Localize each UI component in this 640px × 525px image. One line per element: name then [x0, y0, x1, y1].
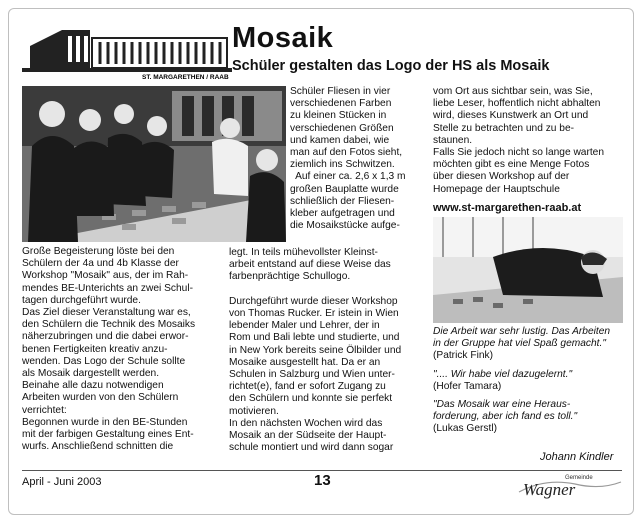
student-working-photo: [433, 217, 623, 323]
page-number: 13: [314, 472, 331, 489]
gemeinde-wagner-logo: [515, 470, 625, 500]
school-logo: [22, 18, 232, 80]
article-author: Johann Kindler: [540, 451, 614, 463]
svg-text:ST. MARGARETHEN / RAAB: ST. MARGARETHEN / RAAB: [142, 74, 229, 80]
article-column-2-bottom: legt. In teils mühevollster Kleinst- arbeit entstand auf diese Weise das farbenprächtige Schullogo. Durchgeführt wurde dieser Workshop von Thomas Rucker. Er istein in Wien lebender Maler und Lehrer, der in Rom und Bali lebte und studierte, und in New York bereits seine Ölbilder und Mosaike ausgestellt hat. Da er an Schulen in Salzburg und Wien unter- richtet(e), fand er sofort Zugang zu den Schülern und konnte sie perfekt motivieren. In den nächsten Wochen wird das Mosaik an der Südseite der Haupt- schule montiert und wird dann sogar: [229, 247, 402, 454]
quote-text: ".... Wir habe viel dazugelernt.": [433, 368, 573, 380]
quote-text: "Das Mosaik war eine Heraus- forderung, aber ich fand es toll.": [433, 399, 578, 423]
issue-date: April - Juni 2003: [22, 476, 102, 488]
page-title: Mosaik: [232, 22, 334, 54]
article-column-2-top: Schüler Fliesen in vier verschiedenen Farben zu kleinen Stücken in verschiedenen Größen und kamen dabei, wie man auf den Fotos sieht, ziemlich ins Schwitzen. Auf einer ca. 2,6 x 1,3 m großen Bauplatte wurde schließlich der Fliesen- kleber aufgetragen und die Mosaikstücke aufge-: [290, 86, 406, 232]
school-website-link[interactable]: www.st-margarethen-raab.at: [433, 202, 582, 214]
svg-text:Gemeinde: Gemeinde: [565, 475, 593, 481]
student-quotes: [433, 326, 610, 442]
quote-author: (Lukas Gerstl): [433, 423, 497, 435]
article-column-1: Große Begeisterung löste bei den Schülern der 4a und 4b Klasse der Workshop "Mosaik" aus, der im Rah- mendes BE-Unterichts an zwei Schul- tagen durchgeführt wurde. Das Ziel dieser Veranstaltung war es, den Schülern die Technik des Mosaiks näherzubringen und die dabei erwor- benen Fertigkeiten kreativ anzu- wenden. Das Logo der Schule sollte als Mosaik dargestellt werden. Beinahe alle dazu notwendigen Arbeiten wurden von den Schülern verrichtet: Begonnen wurde in den BE-Stunden mit der farbigen Gestaltung eines Ent- wurfs. Anschließend schnitten die: [22, 246, 196, 453]
article-subtitle: Schüler gestalten das Logo der HS als Mosaik: [232, 58, 550, 74]
article-column-3: vom Ort aus sichtbar sein, was Sie, liebe Leser, hoffentlich nicht abhalten wird, dieses Kunstwerk an Ort und Stelle zu betrachten und zu be- staunen. Falls Sie jedoch nicht so lange warten möchten gibt es eine Menge Fotos über diesen Workshop auf der Homepage der Hauptschule: [433, 86, 605, 195]
students-mosaic-photo: [22, 86, 286, 242]
quote-author: (Patrick Fink): [433, 350, 493, 362]
svg-text:Wagner: Wagner: [523, 480, 576, 499]
quote-text: Die Arbeit war sehr lustig. Das Arbeiten in der Gruppe hat viel Spaß gemacht.": [433, 326, 611, 350]
quote-author: (Hofer Tamara): [433, 380, 502, 392]
